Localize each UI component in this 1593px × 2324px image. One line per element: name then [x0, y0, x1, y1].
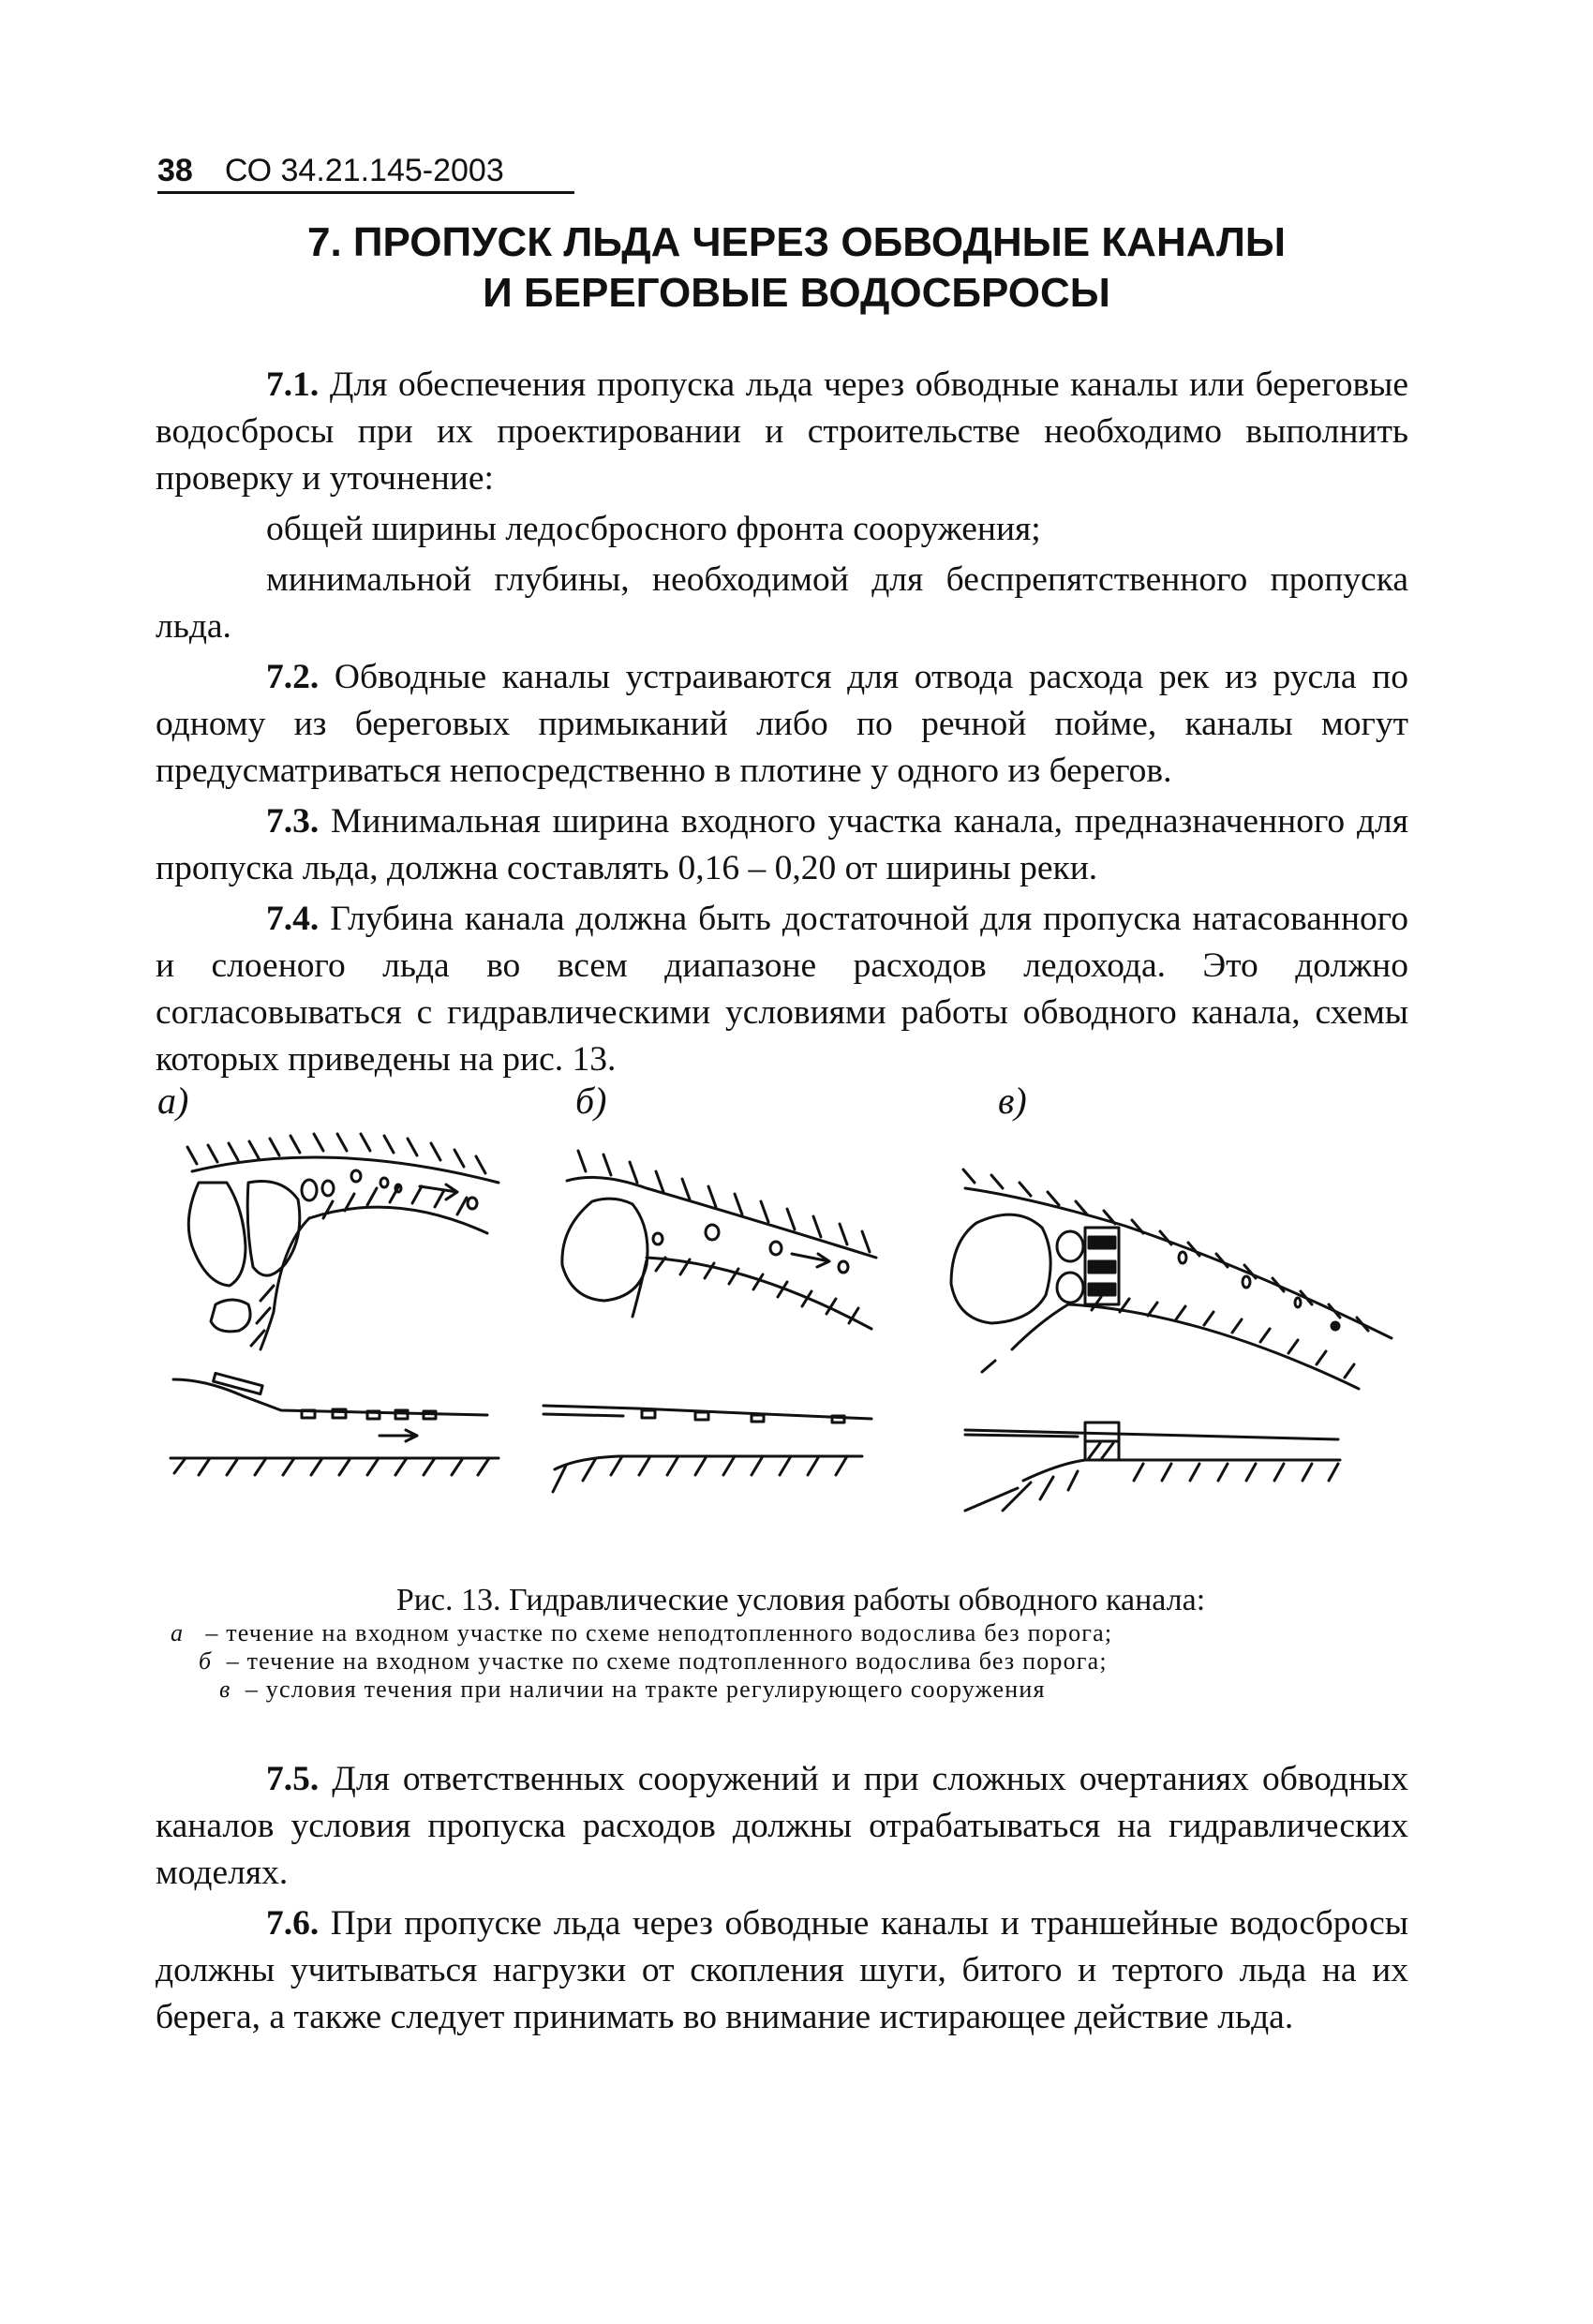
- scheme-c-gate: [1089, 1261, 1115, 1273]
- scheme-b-flow-arrow: [792, 1254, 829, 1267]
- scheme-c-gate: [1089, 1284, 1115, 1295]
- caption-item-b: б – течение на входном участке по схеме подтопленного водослива без порога;: [199, 1647, 1108, 1675]
- scheme-a-ice-floe: [322, 1181, 334, 1196]
- caption-item-a: а – течение на входном участке по схеме неподтопленного водослива без порога;: [171, 1619, 1113, 1646]
- paragraph-7-1: 7.1. Для обеспечения пропуска льда через обводные каналы или береговые водосбросы при их проектировании и строительстве необходимо выполнить проверку и уточнение:: [156, 365, 1408, 498]
- scheme-b-ice-piece: [752, 1415, 764, 1422]
- paragraph-7-1-item-1: общей ширины ледосбросного фронта сооружения;: [266, 510, 1041, 548]
- scheme-b-lower-hatch: [656, 1258, 858, 1323]
- paragraph-7-5: 7.5. Для ответственных сооружений и при сложных очертаниях обводных каналов условия пропуска расходов должны отрабатываться на гидравлических моделях.: [156, 1760, 1408, 1892]
- scheme-b-ice-floe: [706, 1225, 719, 1240]
- scheme-c-ice-block-small: [1057, 1231, 1083, 1261]
- scheme-a-ice-floe: [351, 1170, 361, 1182]
- paragraph-7-1-item-2: минимальной глубины, необходимой для беспрепятственного пропуска льда.: [156, 560, 1408, 646]
- scheme-c-plan: [951, 1169, 1392, 1389]
- scheme-c-structure-hatch: [1085, 1441, 1119, 1458]
- paragraph-7-4: 7.4. Глубина канала должна быть достаточной для пропуска натасованного и слоеного льда во всем диапазоне расходов ледохода. Это должно согласовываться с гидравлическими условиями работы обводного канала, схемы которых приведены на рис. 13.: [156, 900, 1408, 1079]
- scheme-b-bed-hatch: [553, 1456, 847, 1492]
- scheme-a-inlet-edge: [261, 1218, 309, 1349]
- paragraph-7-3: 7.3. Минимальная ширина входного участка канала, предназначенного для пропуска льда, должна составлять 0,16 – 0,20 от ширины реки.: [156, 802, 1408, 887]
- scheme-a-inlet-hatch: [251, 1286, 274, 1346]
- scheme-b-ice-sheet: [543, 1414, 623, 1416]
- paragraph-7-2: 7.2. Обводные каналы устраиваются для отвода расхода рек из русла по одному из береговых примыканий либо по речной пойме, каналы могут предусматриваться непосредственно в плотине у одного из берегов.: [156, 658, 1408, 790]
- doc-code: СО 34.21.145-2003: [224, 153, 504, 188]
- scheme-c-gate: [1089, 1237, 1115, 1248]
- figure-label-c: в): [998, 1080, 1027, 1122]
- scheme-c-lower-hatch: [1092, 1297, 1354, 1378]
- scheme-a-profile: [171, 1373, 499, 1475]
- paragraph-7-6: 7.6. При пропуске льда через обводные каналы и траншейные водосбросы должны учитываться нагрузки от скопления шуги, битого и тертого льда на их берега, а также следует принимать во внимание истирающее действие льда.: [156, 1904, 1408, 2036]
- scheme-c-ice-block: [951, 1214, 1050, 1323]
- scheme-b-profile: [543, 1406, 871, 1492]
- scheme-a-profile-arrow: [380, 1430, 417, 1441]
- scheme-a-flow-arrow: [420, 1184, 457, 1199]
- page-number: 38: [157, 153, 193, 188]
- scheme-b-upper-bank: [567, 1177, 876, 1258]
- scheme-a-plan: [187, 1134, 499, 1349]
- scheme-b-ice-piece: [642, 1410, 655, 1418]
- scheme-c-bed: [1023, 1460, 1340, 1481]
- scheme-a-ice-block-2: [247, 1181, 300, 1275]
- scheme-c-ice-floe: [1243, 1276, 1250, 1288]
- scheme-c-ice-sheet: [965, 1435, 1078, 1437]
- title-line-2: И БЕРЕГОВЫЕ ВОДОСБРОСЫ: [483, 270, 1110, 316]
- scheme-a-bed-hatch: [174, 1458, 489, 1475]
- figure-label-b: б): [575, 1080, 607, 1122]
- scheme-b-ice-piece: [832, 1416, 844, 1423]
- scheme-b-ice-floe: [653, 1233, 663, 1244]
- scheme-c-ice-floe: [1179, 1252, 1186, 1263]
- caption-item-c: в – условия течения при наличии на тракте регулирующего сооружения: [219, 1676, 1046, 1703]
- scheme-c-lower-bank: [1068, 1304, 1359, 1389]
- scheme-a-ice-slab: [214, 1373, 263, 1393]
- scheme-c-ice-floe: [1332, 1322, 1339, 1330]
- body-bottom: [156, 1756, 1408, 2045]
- scheme-c-bed-hatch: [965, 1464, 1338, 1511]
- scheme-c-ice-floe: [1295, 1298, 1301, 1307]
- scheme-a-ice-piece: [302, 1410, 315, 1418]
- scheme-c-ice-block-small: [1057, 1273, 1083, 1303]
- scheme-c-upper-hatch: [963, 1169, 1368, 1331]
- scheme-b-ice-block: [562, 1199, 648, 1301]
- scheme-a-ice-piece: [333, 1409, 346, 1418]
- caption-title: Рис. 13. Гидравлические условия работы обводного канала:: [395, 1583, 1206, 1617]
- scheme-a-upper-hatch: [187, 1134, 485, 1173]
- scheme-a-ice-floe: [380, 1178, 388, 1187]
- scheme-a-ice-floe: [302, 1180, 317, 1200]
- figure-caption: [156, 1582, 1408, 1704]
- scheme-b-ice-floe: [839, 1261, 848, 1273]
- scheme-a-ice-block-3: [211, 1300, 250, 1332]
- title-line-1: 7. ПРОПУСК ЛЬДА ЧЕРЕЗ ОБВОДНЫЕ КАНАЛЫ: [306, 219, 1286, 265]
- figure-label-a: а): [157, 1080, 189, 1122]
- scheme-a-ice-piece: [367, 1411, 380, 1419]
- scheme-a-ice-floe: [468, 1198, 477, 1209]
- scheme-a-ice-block-1: [188, 1183, 246, 1286]
- scheme-b-ice-floe: [770, 1242, 782, 1255]
- scheme-b-plan: [562, 1151, 876, 1329]
- scheme-b-ice-piece: [695, 1412, 708, 1420]
- scheme-c-profile: [965, 1423, 1340, 1511]
